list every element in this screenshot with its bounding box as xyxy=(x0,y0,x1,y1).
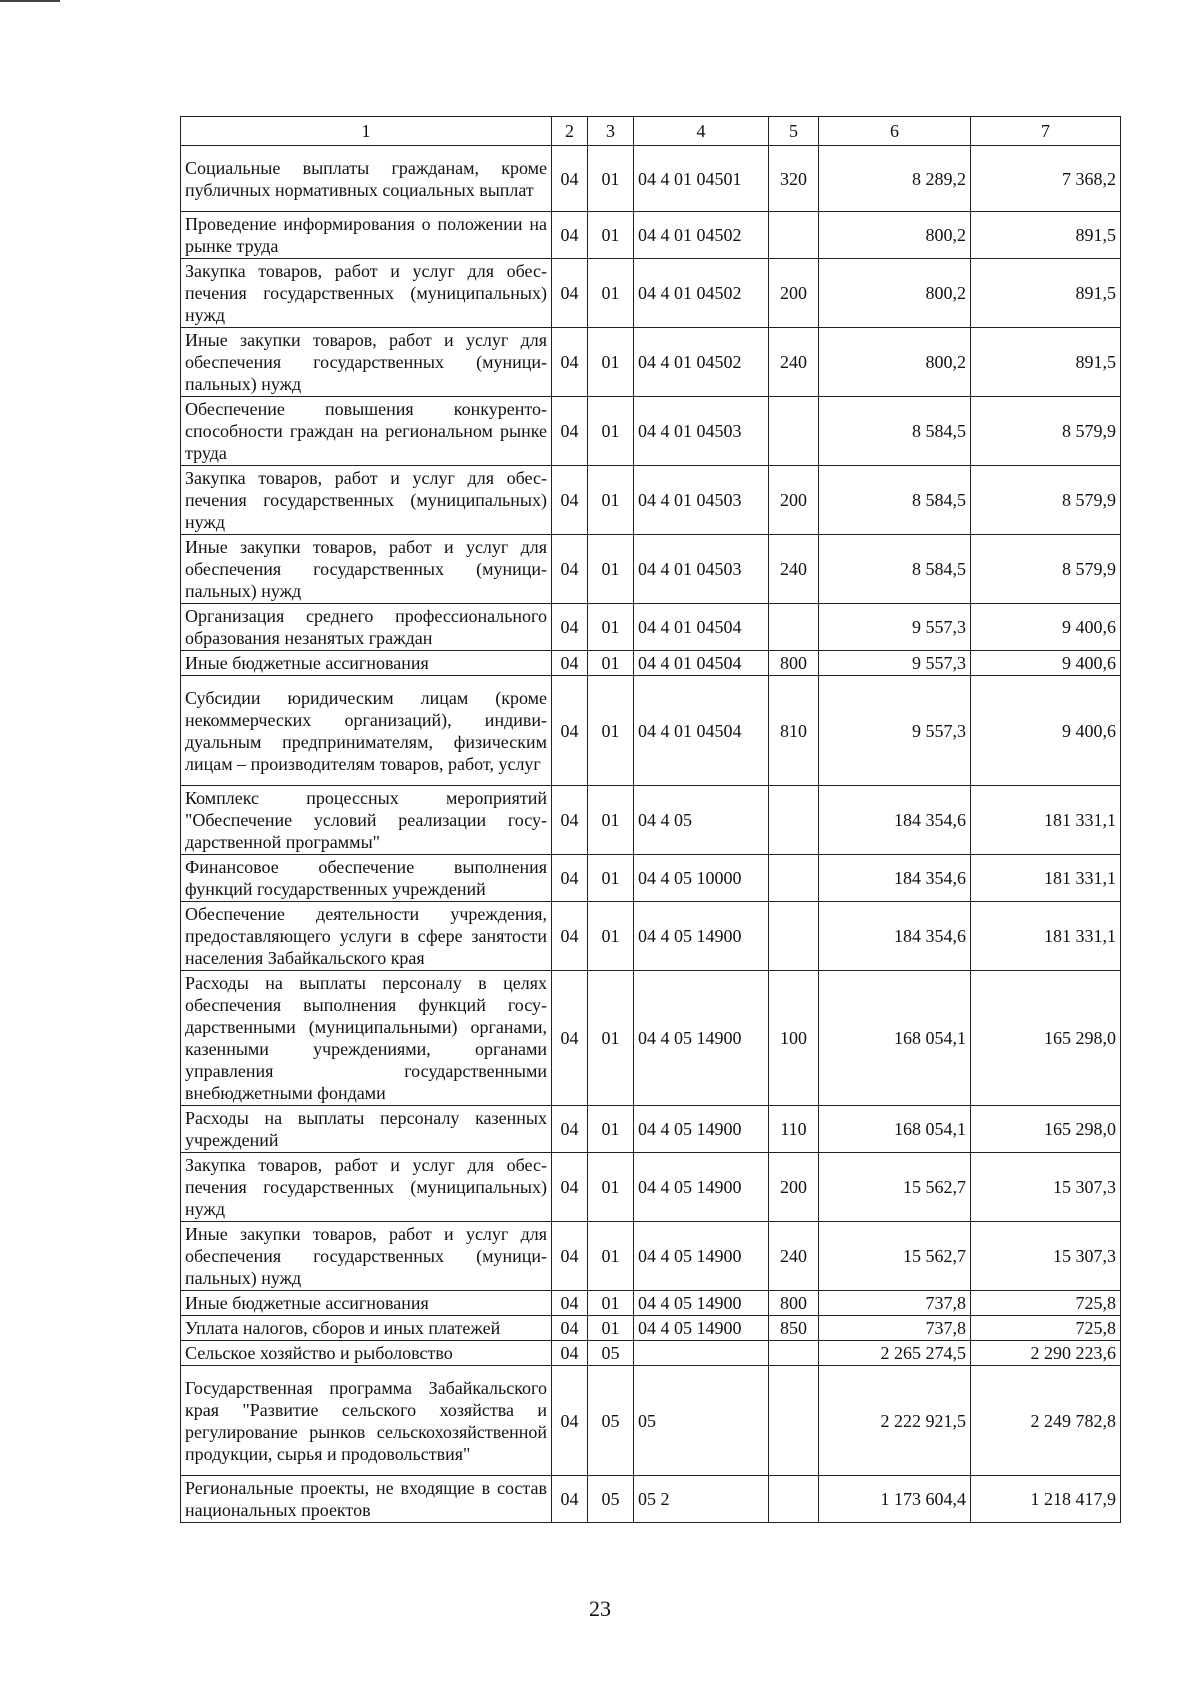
section-code-cell: 04 xyxy=(552,1341,588,1366)
subsection-code-cell: 01 xyxy=(588,651,634,676)
expense-type-code-cell xyxy=(769,786,819,855)
section-code-cell: 04 xyxy=(552,1316,588,1341)
item-name-cell: Государственная программа Забайкальского края "Развитие сельского хозяйства и регулирование рынков сельскохозяйственной продукции, сырья и продовольствия" xyxy=(181,1366,552,1476)
item-name-cell: Иные закупки товаров, работ и услуг для обеспечения государственных (муниципальных) нужд xyxy=(181,328,552,397)
amount-year-2-cell: 165 298,0 xyxy=(971,971,1121,1106)
column-header-6: 6 xyxy=(819,117,971,146)
item-name-cell: Закупка товаров, работ и услуг для обеспечения государственных (муниципальных) нужд xyxy=(181,259,552,328)
table-row xyxy=(181,971,1121,1106)
table-row xyxy=(181,1222,1121,1291)
amount-year-1-cell: 168 054,1 xyxy=(819,971,971,1106)
subsection-code-cell: 05 xyxy=(588,1476,634,1523)
target-article-code-cell: 04 4 01 04503 xyxy=(634,535,769,604)
amount-year-2-cell: 891,5 xyxy=(971,259,1121,328)
amount-year-1-cell: 2 265 274,5 xyxy=(819,1341,971,1366)
amount-year-1-cell: 9 557,3 xyxy=(819,604,971,651)
expense-type-code-cell: 320 xyxy=(769,146,819,212)
item-name-cell: Региональные проекты, не входящие в состав национальных проектов xyxy=(181,1476,552,1523)
item-name-cell: Иные бюджетные ассигнования xyxy=(181,651,552,676)
header-row xyxy=(181,117,1121,146)
expense-type-code-cell: 240 xyxy=(769,535,819,604)
section-code-cell: 04 xyxy=(552,1106,588,1153)
table-row xyxy=(181,902,1121,971)
expense-type-code-cell: 200 xyxy=(769,259,819,328)
section-code-cell: 04 xyxy=(552,676,588,786)
subsection-code-cell: 01 xyxy=(588,1106,634,1153)
expense-type-code-cell: 100 xyxy=(769,971,819,1106)
amount-year-2-cell: 181 331,1 xyxy=(971,855,1121,902)
item-name-cell: Социальные выплаты гражданам, кроме публичных нормативных социальных выплат xyxy=(181,146,552,212)
target-article-code-cell: 04 4 05 14900 xyxy=(634,971,769,1106)
table-row xyxy=(181,466,1121,535)
section-code-cell: 04 xyxy=(552,212,588,259)
item-name-cell: Закупка товаров, работ и услуг для обеспечения государственных (муниципальных) нужд xyxy=(181,466,552,535)
table-row xyxy=(181,397,1121,466)
column-header-1: 1 xyxy=(181,117,552,146)
section-code-cell: 04 xyxy=(552,146,588,212)
target-article-code-cell: 04 4 05 14900 xyxy=(634,1222,769,1291)
target-article-code-cell: 05 xyxy=(634,1366,769,1476)
item-name-cell: Проведение информирования о положении на рынке труда xyxy=(181,212,552,259)
table-row xyxy=(181,604,1121,651)
expense-type-code-cell xyxy=(769,1341,819,1366)
amount-year-1-cell: 8 584,5 xyxy=(819,535,971,604)
target-article-code-cell: 04 4 05 14900 xyxy=(634,1291,769,1316)
amount-year-2-cell: 9 400,6 xyxy=(971,676,1121,786)
expense-type-code-cell: 800 xyxy=(769,651,819,676)
amount-year-1-cell: 800,2 xyxy=(819,328,971,397)
subsection-code-cell: 05 xyxy=(588,1366,634,1476)
table-row xyxy=(181,1106,1121,1153)
scan-edge-line xyxy=(0,0,60,2)
amount-year-2-cell: 181 331,1 xyxy=(971,902,1121,971)
subsection-code-cell: 01 xyxy=(588,259,634,328)
expense-type-code-cell: 810 xyxy=(769,676,819,786)
target-article-code-cell xyxy=(634,1341,769,1366)
table-row xyxy=(181,259,1121,328)
amount-year-1-cell: 9 557,3 xyxy=(819,651,971,676)
section-code-cell: 04 xyxy=(552,855,588,902)
amount-year-2-cell: 8 579,9 xyxy=(971,466,1121,535)
target-article-code-cell: 05 2 xyxy=(634,1476,769,1523)
subsection-code-cell: 01 xyxy=(588,212,634,259)
section-code-cell: 04 xyxy=(552,1153,588,1222)
section-code-cell: 04 xyxy=(552,328,588,397)
subsection-code-cell: 01 xyxy=(588,535,634,604)
item-name-cell: Иные бюджетные ассигнования xyxy=(181,1291,552,1316)
amount-year-2-cell: 2 290 223,6 xyxy=(971,1341,1121,1366)
column-header-4: 4 xyxy=(634,117,769,146)
expense-type-code-cell: 240 xyxy=(769,328,819,397)
table-row xyxy=(181,1366,1121,1476)
section-code-cell: 04 xyxy=(552,1476,588,1523)
column-header-2: 2 xyxy=(552,117,588,146)
page-number: 23 xyxy=(589,1596,611,1621)
column-header-7: 7 xyxy=(971,117,1121,146)
amount-year-2-cell: 891,5 xyxy=(971,212,1121,259)
expense-type-code-cell xyxy=(769,902,819,971)
amount-year-1-cell: 184 354,6 xyxy=(819,786,971,855)
table-row xyxy=(181,1153,1121,1222)
amount-year-2-cell: 165 298,0 xyxy=(971,1106,1121,1153)
section-code-cell: 04 xyxy=(552,651,588,676)
table-row xyxy=(181,1476,1121,1523)
table-row xyxy=(181,855,1121,902)
amount-year-1-cell: 737,8 xyxy=(819,1291,971,1316)
target-article-code-cell: 04 4 01 04504 xyxy=(634,604,769,651)
section-code-cell: 04 xyxy=(552,604,588,651)
section-code-cell: 04 xyxy=(552,466,588,535)
column-header-3: 3 xyxy=(588,117,634,146)
amount-year-2-cell: 8 579,9 xyxy=(971,535,1121,604)
subsection-code-cell: 01 xyxy=(588,146,634,212)
amount-year-1-cell: 9 557,3 xyxy=(819,676,971,786)
expense-type-code-cell xyxy=(769,855,819,902)
subsection-code-cell: 01 xyxy=(588,855,634,902)
item-name-cell: Организация среднего профессионального образования незанятых граждан xyxy=(181,604,552,651)
amount-year-1-cell: 168 054,1 xyxy=(819,1106,971,1153)
amount-year-2-cell: 725,8 xyxy=(971,1291,1121,1316)
amount-year-1-cell: 8 584,5 xyxy=(819,397,971,466)
table-row xyxy=(181,1291,1121,1316)
column-header-5: 5 xyxy=(769,117,819,146)
section-code-cell: 04 xyxy=(552,397,588,466)
budget-table xyxy=(180,116,1121,1523)
item-name-cell: Комплекс процессных мероприятий "Обеспечение условий реализации государственной программы" xyxy=(181,786,552,855)
item-name-cell: Обеспечение повышения конкурентоспособности граждан на региональном рынке труда xyxy=(181,397,552,466)
amount-year-1-cell: 737,8 xyxy=(819,1316,971,1341)
amount-year-2-cell: 8 579,9 xyxy=(971,397,1121,466)
expense-type-code-cell xyxy=(769,1366,819,1476)
subsection-code-cell: 01 xyxy=(588,604,634,651)
amount-year-2-cell: 9 400,6 xyxy=(971,651,1121,676)
subsection-code-cell: 01 xyxy=(588,328,634,397)
table-row xyxy=(181,328,1121,397)
subsection-code-cell: 01 xyxy=(588,466,634,535)
table-row xyxy=(181,786,1121,855)
target-article-code-cell: 04 4 01 04502 xyxy=(634,212,769,259)
amount-year-2-cell: 9 400,6 xyxy=(971,604,1121,651)
amount-year-2-cell: 15 307,3 xyxy=(971,1153,1121,1222)
item-name-cell: Закупка товаров, работ и услуг для обеспечения государственных (муниципальных) нужд xyxy=(181,1153,552,1222)
expense-type-code-cell: 240 xyxy=(769,1222,819,1291)
expense-type-code-cell: 200 xyxy=(769,466,819,535)
subsection-code-cell: 01 xyxy=(588,971,634,1106)
amount-year-2-cell: 7 368,2 xyxy=(971,146,1121,212)
subsection-code-cell: 01 xyxy=(588,902,634,971)
expense-type-code-cell xyxy=(769,604,819,651)
target-article-code-cell: 04 4 01 04502 xyxy=(634,328,769,397)
section-code-cell: 04 xyxy=(552,1366,588,1476)
target-article-code-cell: 04 4 05 14900 xyxy=(634,1106,769,1153)
item-name-cell: Иные закупки товаров, работ и услуг для обеспечения государственных (муниципальных) нужд xyxy=(181,1222,552,1291)
section-code-cell: 04 xyxy=(552,1222,588,1291)
target-article-code-cell: 04 4 01 04504 xyxy=(634,676,769,786)
expense-type-code-cell: 200 xyxy=(769,1153,819,1222)
table-row xyxy=(181,651,1121,676)
amount-year-1-cell: 1 173 604,4 xyxy=(819,1476,971,1523)
amount-year-1-cell: 184 354,6 xyxy=(819,855,971,902)
amount-year-1-cell: 8 584,5 xyxy=(819,466,971,535)
amount-year-1-cell: 800,2 xyxy=(819,212,971,259)
target-article-code-cell: 04 4 05 14900 xyxy=(634,1153,769,1222)
section-code-cell: 04 xyxy=(552,259,588,328)
item-name-cell: Сельское хозяйство и рыболовство xyxy=(181,1341,552,1366)
amount-year-2-cell: 181 331,1 xyxy=(971,786,1121,855)
amount-year-1-cell: 15 562,7 xyxy=(819,1222,971,1291)
expense-type-code-cell xyxy=(769,1476,819,1523)
item-name-cell: Уплата налогов, сборов и иных платежей xyxy=(181,1316,552,1341)
subsection-code-cell: 01 xyxy=(588,1291,634,1316)
subsection-code-cell: 01 xyxy=(588,397,634,466)
item-name-cell: Иные закупки товаров, работ и услуг для обеспечения государственных (муниципальных) нужд xyxy=(181,535,552,604)
item-name-cell: Субсидии юридическим лицам (кроме некоммерческих организаций), индивидуальным предпринимателям, физическим лицам – производителям товаров, работ, услуг xyxy=(181,676,552,786)
section-code-cell: 04 xyxy=(552,902,588,971)
amount-year-1-cell: 800,2 xyxy=(819,259,971,328)
target-article-code-cell: 04 4 01 04503 xyxy=(634,397,769,466)
amount-year-1-cell: 2 222 921,5 xyxy=(819,1366,971,1476)
expense-type-code-cell: 800 xyxy=(769,1291,819,1316)
table-row xyxy=(181,676,1121,786)
table-body xyxy=(181,146,1121,1523)
table-row xyxy=(181,146,1121,212)
subsection-code-cell: 01 xyxy=(588,676,634,786)
subsection-code-cell: 01 xyxy=(588,786,634,855)
target-article-code-cell: 04 4 05 10000 xyxy=(634,855,769,902)
item-name-cell: Финансовое обеспечение выполнения функций государственных учреждений xyxy=(181,855,552,902)
table-row xyxy=(181,212,1121,259)
subsection-code-cell: 01 xyxy=(588,1316,634,1341)
table-row xyxy=(181,535,1121,604)
expense-type-code-cell xyxy=(769,397,819,466)
table-row xyxy=(181,1341,1121,1366)
item-name-cell: Расходы на выплаты персоналу казенных учреждений xyxy=(181,1106,552,1153)
table-row xyxy=(181,1316,1121,1341)
target-article-code-cell: 04 4 05 14900 xyxy=(634,1316,769,1341)
section-code-cell: 04 xyxy=(552,786,588,855)
expense-type-code-cell: 110 xyxy=(769,1106,819,1153)
amount-year-2-cell: 2 249 782,8 xyxy=(971,1366,1121,1476)
subsection-code-cell: 05 xyxy=(588,1341,634,1366)
amount-year-1-cell: 8 289,2 xyxy=(819,146,971,212)
item-name-cell: Расходы на выплаты персоналу в целях обеспечения выполнения функций государственными (муниципальными) органами, казенными учреждениями, органами управления государственными внебюджетными фондами xyxy=(181,971,552,1106)
section-code-cell: 04 xyxy=(552,535,588,604)
subsection-code-cell: 01 xyxy=(588,1222,634,1291)
amount-year-1-cell: 15 562,7 xyxy=(819,1153,971,1222)
target-article-code-cell: 04 4 01 04502 xyxy=(634,259,769,328)
amount-year-2-cell: 15 307,3 xyxy=(971,1222,1121,1291)
section-code-cell: 04 xyxy=(552,971,588,1106)
expense-type-code-cell xyxy=(769,212,819,259)
amount-year-2-cell: 1 218 417,9 xyxy=(971,1476,1121,1523)
target-article-code-cell: 04 4 01 04501 xyxy=(634,146,769,212)
item-name-cell: Обеспечение деятельности учреждения, предоставляющего услуги в сфере занятости населения Забайкальского края xyxy=(181,902,552,971)
amount-year-2-cell: 725,8 xyxy=(971,1316,1121,1341)
target-article-code-cell: 04 4 01 04503 xyxy=(634,466,769,535)
expense-type-code-cell: 850 xyxy=(769,1316,819,1341)
target-article-code-cell: 04 4 05 14900 xyxy=(634,902,769,971)
amount-year-2-cell: 891,5 xyxy=(971,328,1121,397)
subsection-code-cell: 01 xyxy=(588,1153,634,1222)
amount-year-1-cell: 184 354,6 xyxy=(819,902,971,971)
target-article-code-cell: 04 4 01 04504 xyxy=(634,651,769,676)
section-code-cell: 04 xyxy=(552,1291,588,1316)
target-article-code-cell: 04 4 05 xyxy=(634,786,769,855)
